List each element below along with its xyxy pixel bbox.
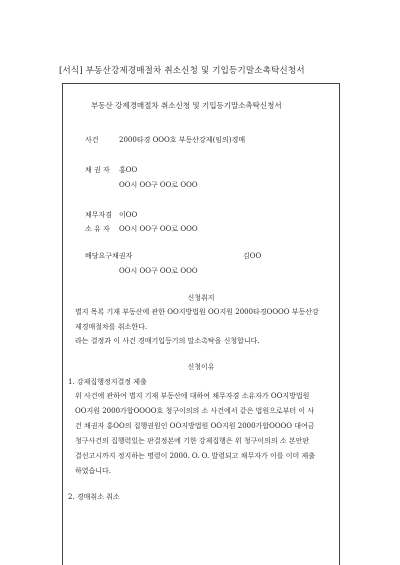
case-label: 사건: [85, 136, 99, 144]
dividend-creditor-label: 배당요구채권자: [85, 252, 133, 260]
purpose-line: 라는 결정과 이 사건 경매기입등기의 말소촉탁을 신청합니다.: [75, 337, 260, 345]
form-caption: [서식] 부동산강제경매절차 취소신청 및 기입등기말소촉탁신청서: [59, 66, 305, 76]
creditor-label: 채 권 자: [85, 166, 110, 174]
reason-line: 건 채권자 홍OO의 집행권원인 OO지방법원 OO지원 2000가합OOOO 대여금: [75, 422, 315, 430]
creditor-address: OO시 OO구 OO로 OOO: [119, 181, 198, 189]
reason-line: 결선고시까지 정지하는 명령이 2000. O. O. 발령되고 채무자가 이를 이미 제출: [75, 452, 315, 460]
debtor-label: 채무자겸: [85, 211, 113, 219]
owner-label: 소 유 자: [85, 225, 110, 233]
creditor-name: 홍OO: [119, 166, 138, 174]
reason-line: 위 사건에 관하여 별지 기재 부동산에 대하여 채무자겸 소유자가 OO지방법원: [75, 392, 310, 400]
dividend-creditor-address: OO시 OO구 OO로 OOO: [119, 267, 198, 275]
reason-line: 하였습니다.: [75, 467, 112, 475]
case-value: 2000타경 OOO호 부동산강제(임의)경매: [119, 136, 246, 144]
reasons-heading: 신청이유: [187, 363, 215, 371]
reason-line: 청구사건의 집행력있는 판결정본에 기한 강제집행은 위 청구이의의 소 본안판: [75, 437, 310, 445]
debtor-address: OO시 OO구 OO로 OOO: [119, 225, 198, 233]
reason-line: OO지원 2000가합OOOO호 청구이의의 소 사건에서 같은 법원으로부터 이 사: [75, 407, 315, 415]
document-title: 부동산 강제경매절차 취소신청 및 기입등기말소촉탁신청서: [91, 101, 282, 110]
reason-item-title: 2. 경매취소 취소: [68, 493, 120, 501]
purpose-line: 별지 목록 기재 부동산에 관한 OO지방법원 OO지원 2000타경OOOO 부동산강: [75, 308, 319, 316]
purpose-line: 제경매절차를 취소한다.: [75, 323, 148, 331]
purpose-heading: 신청취지: [187, 294, 215, 302]
dividend-creditor-name: 김OO: [243, 252, 262, 260]
debtor-name: 이OO: [119, 211, 138, 219]
document-frame: [62, 83, 340, 565]
reason-item-title: 1. 강제집행정지결정 제출: [68, 378, 147, 386]
